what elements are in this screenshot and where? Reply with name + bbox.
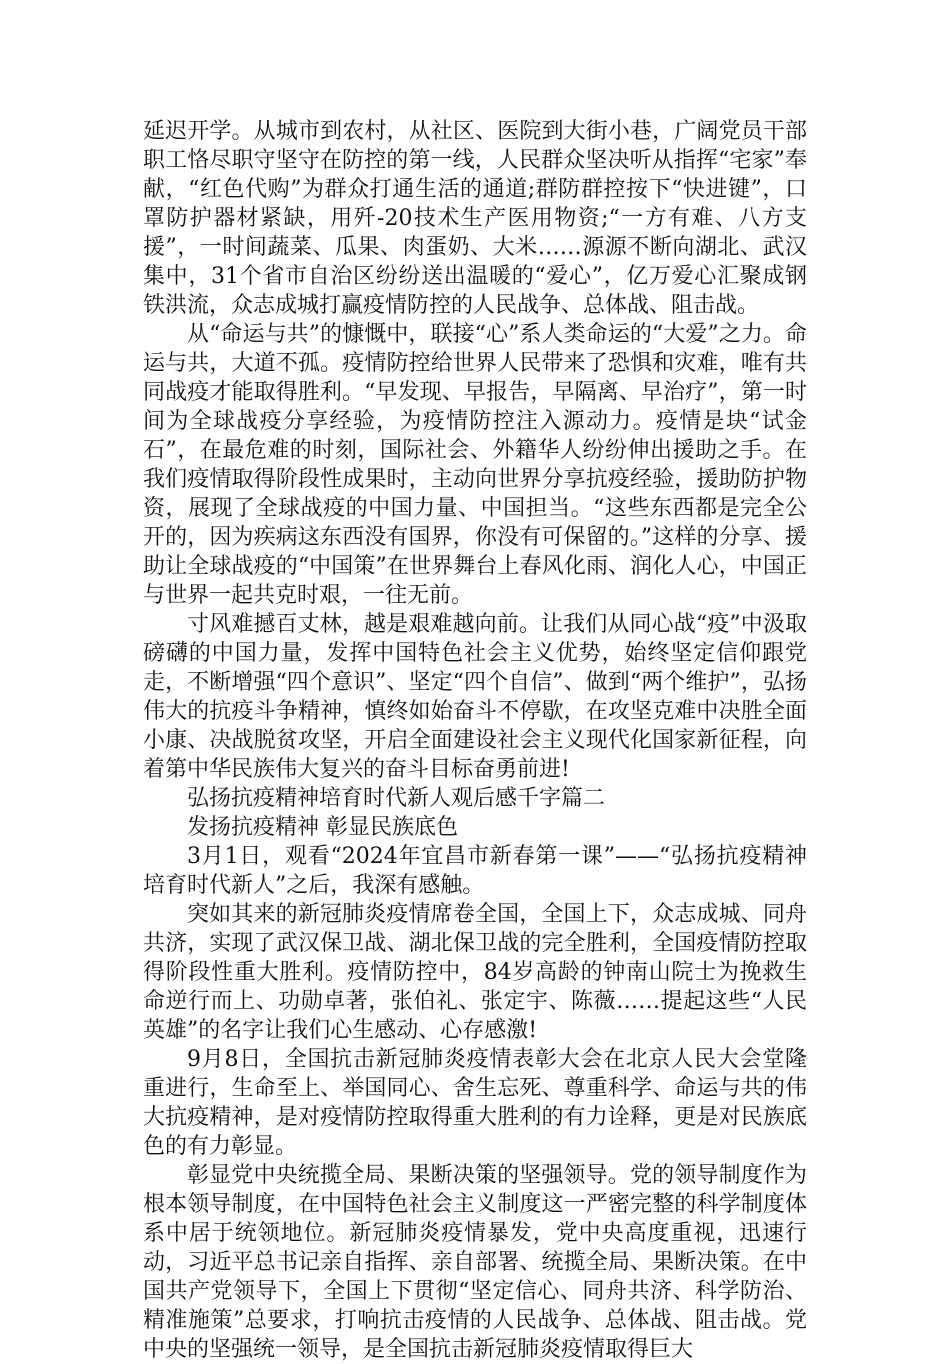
paragraph-continued: 延迟开学。从城市到农村，从社区、医院到大街小巷，广阔党员干部职工恪尽职守坚守在防控的第一线，人民群众坚决听从指挥“宅家”奉献，“红色代购”为群众打通生活的通道;群防群控按下“快进键”，口罩防护器材紧缺，用歼-20技术生产医用物资;“一方有难、八方支援”，一时间蔬菜、瓜果、肉蛋奶、大米……源源不断向湖北、武汉集中，31个省市自治区纷纷送出温暖的“爱心”，亿万爱心汇聚成钢铁洪流，众志成城打赢疫情防控的人民战争、总体战、阻击战。	[143, 119, 807, 318]
paragraph-heroes: 突如其来的新冠肺炎疫情席卷全国，全国上下，众志成城、同舟共济，实现了武汉保卫战、湖北保卫战的完全胜利，全国疫情防控取得阶段性重大胜利。疫情防控中，84岁高龄的钟南山院士为挽救生命逆行而上、功勋卓著，张伯礼、张定宇、陈薇……提起这些“人民英雄”的名字让我们心生感动、心存感激!	[143, 902, 807, 1043]
paragraph-intro: 3月1日，观看“2024年宜昌市新春第一课”——“弘扬抗疫精神 培育时代新人”之后，我深有感触。	[143, 844, 807, 898]
paragraph-shared-destiny: 从“命运与共”的慷慨中，联接“心”系人类命运的“大爱”之力。命运与共，大道不孤。疫情防控给世界人民带来了恐惧和灾难，唯有共同战疫才能取得胜利。“早发现、早报告，早隔离、早治疗”，第一时间为全球战疫分享经验，为疫情防控注入源动力。疫情是块“试金石”，在最危难的时刻，国际社会、外籍华人纷纷伸出援助之手。在我们疫情取得阶段性成果时，主动向世界分享抗疫经验，援助防护物资，展现了全球战疫的中国力量、中国担当。“这些东西都是完全公开的，因为疾病这东西没有国界，你没有可保留的。”这样的分享、援助让全球战疫的“中国策”在世界舞台上春风化雨、润化人心，中国正与世界一起共克时艰，一往无前。	[143, 322, 807, 608]
section-title: 弘扬抗疫精神培育时代新人观后感千字篇二	[187, 786, 606, 811]
paragraph-leadership: 彰显党中央统揽全局、果断决策的坚强领导。党的领导制度作为根本领导制度，在中国特色社会主义制度这一严密完整的科学制度体系中居于统领地位。新冠肺炎疫情暴发，党中央高度重视，迅速行动，习近平总书记亲自指挥、亲自部署、统揽全局、果断决策。在中国共产党领导下，全国上下贯彻“坚定信心、同舟共济、科学防治、精准施策”总要求，打响抗击疫情的人民战争、总体战、阻击战。党中央的坚强统一领导，是全国抗击新冠肺炎疫情取得巨大	[143, 1163, 807, 1362]
paragraph-commendation: 9月8日，全国抗击新冠肺炎疫情表彰大会在北京人民大会堂隆重进行，生命至上、举国同心、舍生忘死、尊重科学、命运与共的伟大抗疫精神，是对疫情防控取得重大胜利的有力诠释，更是对民族底色的有力彰显。	[143, 1047, 807, 1159]
section-subtitle: 发扬抗疫精神 彰显民族底色	[187, 815, 458, 840]
document-body	[143, 117, 807, 1364]
paragraph-conclusion: 寸风难撼百丈林，越是艰难越向前。让我们从同心战“疫”中汲取磅礴的中国力量，发挥中国特色社会主义优势，始终坚定信仰跟党走，不断增强“四个意识”、坚定“四个自信”、做到“两个维护”，弘扬伟大的抗疫斗争精神，慎终如始奋斗不停歇，在攻坚克难中决胜全面小康、决战脱贫攻坚，开启全面建设社会主义现代化国家新征程，向着第中华民族伟大复兴的奋斗目标奋勇前进!	[143, 612, 807, 782]
